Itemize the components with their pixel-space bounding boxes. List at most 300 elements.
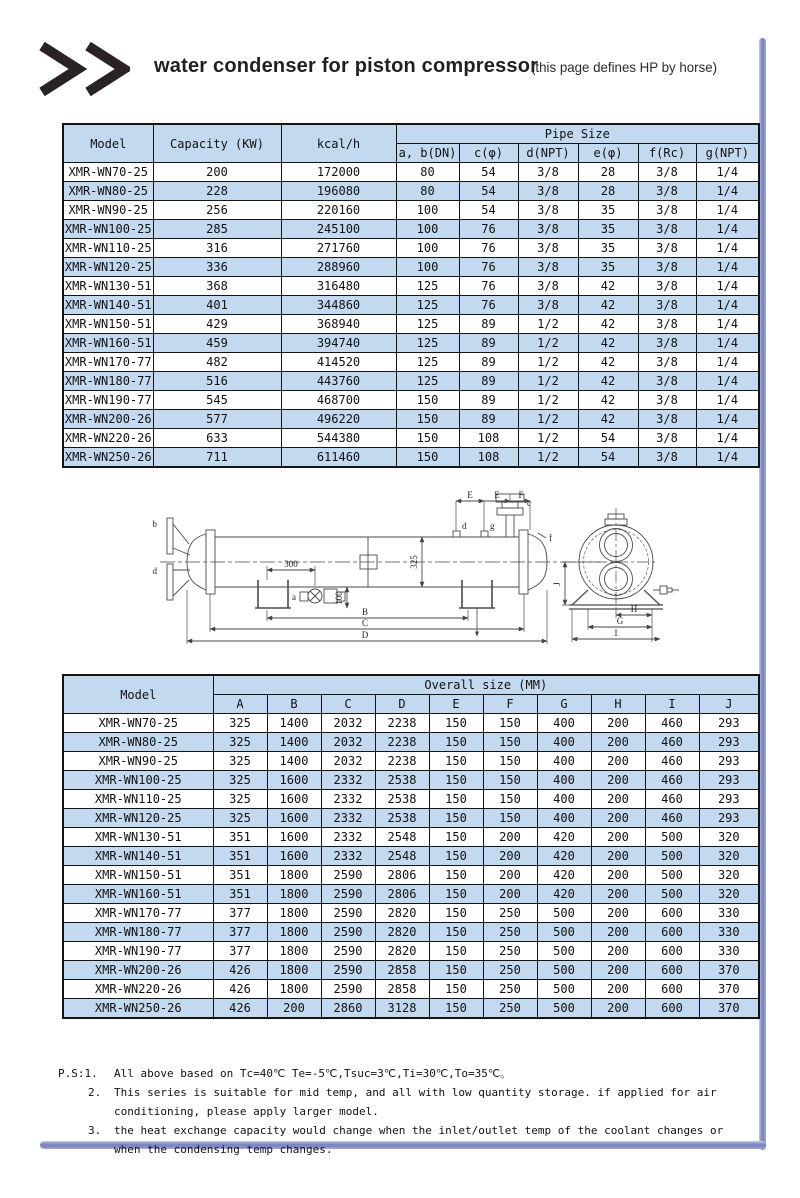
- value-cell: 1800: [267, 961, 321, 980]
- value-cell: 200: [591, 847, 645, 866]
- condenser-technical-drawing: [60, 478, 760, 670]
- value-cell: 2538: [375, 809, 429, 828]
- value-cell: 76: [459, 277, 518, 296]
- value-cell: 150: [429, 999, 483, 1019]
- value-cell: 1600: [267, 847, 321, 866]
- footnote-1-text: All above based on Tc=40℃ Te=-5℃,Tsuc=3℃,Ti=30℃,To=35℃。: [114, 1067, 512, 1080]
- value-cell: 2860: [321, 999, 375, 1019]
- label-d-top: d: [462, 521, 467, 531]
- value-cell: 2332: [321, 771, 375, 790]
- value-cell: 76: [459, 258, 518, 277]
- value-cell: 150: [429, 980, 483, 999]
- column-header: J: [699, 695, 759, 714]
- value-cell: 200: [591, 923, 645, 942]
- table-row: [63, 334, 759, 353]
- value-cell: 1600: [267, 828, 321, 847]
- size-table-body: [63, 714, 759, 1019]
- value-cell: 256: [153, 201, 281, 220]
- table-row: [63, 163, 759, 182]
- model-cell: XMR-WN140-51: [63, 847, 213, 866]
- value-cell: 3/8: [638, 334, 696, 353]
- value-cell: 293: [699, 714, 759, 733]
- value-cell: 250: [483, 923, 537, 942]
- value-cell: 2806: [375, 866, 429, 885]
- value-cell: 54: [578, 448, 638, 468]
- table-row: [63, 790, 759, 809]
- value-cell: 351: [213, 866, 267, 885]
- column-header: D: [375, 695, 429, 714]
- value-cell: 150: [429, 733, 483, 752]
- value-cell: 1/4: [696, 391, 759, 410]
- value-cell: 2820: [375, 904, 429, 923]
- table-row: [63, 942, 759, 961]
- value-cell: 125: [396, 277, 459, 296]
- value-cell: 3/8: [638, 315, 696, 334]
- value-cell: 1/2: [518, 429, 578, 448]
- value-cell: 1/4: [696, 220, 759, 239]
- value-cell: 330: [699, 942, 759, 961]
- model-cell: XMR-WN190-77: [63, 942, 213, 961]
- value-cell: 370: [699, 961, 759, 980]
- value-cell: 125: [396, 353, 459, 372]
- value-cell: 150: [429, 923, 483, 942]
- value-cell: 172000: [281, 163, 396, 182]
- value-cell: 150: [429, 809, 483, 828]
- value-cell: 1/4: [696, 296, 759, 315]
- value-cell: 325: [213, 752, 267, 771]
- value-cell: 368: [153, 277, 281, 296]
- model-cell: XMR-WN140-51: [63, 296, 153, 315]
- value-cell: 377: [213, 923, 267, 942]
- value-cell: 150: [483, 771, 537, 790]
- value-cell: 42: [578, 372, 638, 391]
- label-b: b: [152, 519, 157, 529]
- value-cell: 200: [591, 904, 645, 923]
- value-cell: 516: [153, 372, 281, 391]
- nozzle-b: [167, 518, 173, 554]
- table-row: [63, 220, 759, 239]
- column-header: E: [429, 695, 483, 714]
- value-cell: 500: [537, 999, 591, 1019]
- label-300: 300: [284, 559, 298, 569]
- value-cell: 1/4: [696, 410, 759, 429]
- value-cell: 125: [396, 315, 459, 334]
- value-cell: 3/8: [638, 372, 696, 391]
- value-cell: 325: [213, 809, 267, 828]
- value-cell: 250: [483, 980, 537, 999]
- model-cell: XMR-WN80-25: [63, 733, 213, 752]
- value-cell: 150: [429, 866, 483, 885]
- value-cell: 1800: [267, 923, 321, 942]
- value-cell: 2238: [375, 733, 429, 752]
- value-cell: 370: [699, 999, 759, 1019]
- value-cell: 200: [591, 771, 645, 790]
- value-cell: 600: [645, 904, 699, 923]
- value-cell: 54: [459, 182, 518, 201]
- value-cell: 2332: [321, 847, 375, 866]
- value-cell: 500: [537, 923, 591, 942]
- value-cell: 2590: [321, 980, 375, 999]
- value-cell: 377: [213, 942, 267, 961]
- table-row: [63, 828, 759, 847]
- value-cell: 1/4: [696, 163, 759, 182]
- value-cell: 394740: [281, 334, 396, 353]
- value-cell: 200: [483, 866, 537, 885]
- value-cell: 1/2: [518, 410, 578, 429]
- value-cell: 420: [537, 847, 591, 866]
- label-c: c: [527, 498, 531, 508]
- value-cell: 2590: [321, 904, 375, 923]
- value-cell: 460: [645, 771, 699, 790]
- value-cell: 2858: [375, 980, 429, 999]
- value-cell: 293: [699, 809, 759, 828]
- value-cell: 500: [645, 847, 699, 866]
- value-cell: 2806: [375, 885, 429, 904]
- value-cell: 482: [153, 353, 281, 372]
- value-cell: 420: [537, 828, 591, 847]
- model-cell: XMR-WN80-25: [63, 182, 153, 201]
- value-cell: 400: [537, 733, 591, 752]
- value-cell: 500: [645, 866, 699, 885]
- value-cell: 150: [483, 809, 537, 828]
- pipe-size-table: [62, 123, 760, 468]
- value-cell: 288960: [281, 258, 396, 277]
- model-cell: XMR-WN220-26: [63, 429, 153, 448]
- value-cell: 42: [578, 296, 638, 315]
- value-cell: 2858: [375, 961, 429, 980]
- value-cell: 460: [645, 752, 699, 771]
- value-cell: 250: [483, 904, 537, 923]
- table-row: [63, 182, 759, 201]
- nozzle-d: [167, 564, 173, 600]
- value-cell: 2332: [321, 790, 375, 809]
- value-cell: 196080: [281, 182, 396, 201]
- value-cell: 3/8: [638, 429, 696, 448]
- value-cell: 496220: [281, 410, 396, 429]
- value-cell: 3/8: [638, 277, 696, 296]
- value-cell: 3/8: [638, 353, 696, 372]
- value-cell: 2590: [321, 885, 375, 904]
- footnote-2-label: 2.: [88, 1086, 102, 1099]
- table-row: [63, 353, 759, 372]
- table-row: [63, 771, 759, 790]
- footnote-1-label: P.S:1.: [58, 1067, 98, 1080]
- value-cell: 150: [429, 752, 483, 771]
- value-cell: 108: [459, 448, 518, 468]
- value-cell: 200: [267, 999, 321, 1019]
- value-cell: 150: [429, 714, 483, 733]
- value-cell: 200: [483, 847, 537, 866]
- model-cell: XMR-WN150-51: [63, 315, 153, 334]
- value-cell: 2590: [321, 866, 375, 885]
- value-cell: 1600: [267, 809, 321, 828]
- value-cell: 1/4: [696, 239, 759, 258]
- model-cell: XMR-WN220-26: [63, 980, 213, 999]
- value-cell: 3/8: [518, 277, 578, 296]
- value-cell: 3/8: [518, 239, 578, 258]
- model-cell: XMR-WN110-25: [63, 239, 153, 258]
- model-cell: XMR-WN70-25: [63, 163, 153, 182]
- value-cell: 100: [396, 239, 459, 258]
- value-cell: 414520: [281, 353, 396, 372]
- value-cell: 42: [578, 334, 638, 353]
- table-row: [63, 961, 759, 980]
- value-cell: 150: [429, 847, 483, 866]
- label-f: f: [549, 533, 552, 543]
- table-row: [63, 239, 759, 258]
- value-cell: 325: [213, 771, 267, 790]
- value-cell: 1/4: [696, 315, 759, 334]
- value-cell: 245100: [281, 220, 396, 239]
- column-header: F: [483, 695, 537, 714]
- value-cell: 125: [396, 296, 459, 315]
- pipe-table-body: [63, 163, 759, 468]
- value-cell: 443760: [281, 372, 396, 391]
- safety-valve-c: [497, 508, 523, 515]
- value-cell: 325: [213, 714, 267, 733]
- value-cell: 545: [153, 391, 281, 410]
- value-cell: 2538: [375, 771, 429, 790]
- value-cell: 150: [429, 942, 483, 961]
- value-cell: 2032: [321, 714, 375, 733]
- value-cell: 150: [483, 733, 537, 752]
- value-cell: 76: [459, 239, 518, 258]
- value-cell: 2590: [321, 942, 375, 961]
- value-cell: 3/8: [638, 258, 696, 277]
- value-cell: 2238: [375, 714, 429, 733]
- value-cell: 420: [537, 866, 591, 885]
- value-cell: 1800: [267, 904, 321, 923]
- table-row: [63, 429, 759, 448]
- value-cell: 250: [483, 999, 537, 1019]
- value-cell: 2820: [375, 942, 429, 961]
- value-cell: 42: [578, 353, 638, 372]
- value-cell: 325: [213, 790, 267, 809]
- footnote-3-text: the heat exchange capacity would change when the inlet/outlet temp of the coolant changes or when the condensing temp changes.: [114, 1124, 724, 1156]
- value-cell: 89: [459, 315, 518, 334]
- value-cell: 200: [483, 828, 537, 847]
- value-cell: 1800: [267, 885, 321, 904]
- value-cell: 150: [429, 828, 483, 847]
- column-header: g(NPT): [696, 144, 759, 163]
- table-row: [63, 201, 759, 220]
- value-cell: 1/4: [696, 429, 759, 448]
- column-header: d(NPT): [518, 144, 578, 163]
- model-cell: XMR-WN130-51: [63, 277, 153, 296]
- value-cell: 1800: [267, 942, 321, 961]
- value-cell: 2332: [321, 809, 375, 828]
- value-cell: 293: [699, 790, 759, 809]
- value-cell: 3/8: [518, 220, 578, 239]
- model-cell: XMR-WN120-25: [63, 258, 153, 277]
- model-cell: XMR-WN70-25: [63, 714, 213, 733]
- value-cell: 1/4: [696, 277, 759, 296]
- value-cell: 200: [591, 828, 645, 847]
- value-cell: 35: [578, 201, 638, 220]
- footnotes: [58, 1064, 730, 1159]
- value-cell: 600: [645, 980, 699, 999]
- value-cell: 150: [396, 410, 459, 429]
- value-cell: 35: [578, 220, 638, 239]
- value-cell: 3128: [375, 999, 429, 1019]
- overall-size-table: [62, 674, 760, 1019]
- value-cell: 2332: [321, 828, 375, 847]
- value-cell: 1/4: [696, 182, 759, 201]
- value-cell: 200: [591, 885, 645, 904]
- value-cell: 633: [153, 429, 281, 448]
- value-cell: 500: [537, 980, 591, 999]
- col-header-capacity: Capacity (KW): [153, 124, 281, 163]
- value-cell: 2820: [375, 923, 429, 942]
- value-cell: 150: [429, 790, 483, 809]
- value-cell: 150: [396, 448, 459, 468]
- double-chevron-icon: [38, 42, 130, 96]
- value-cell: 316480: [281, 277, 396, 296]
- value-cell: 200: [483, 885, 537, 904]
- value-cell: 500: [645, 828, 699, 847]
- value-cell: 3/8: [518, 258, 578, 277]
- value-cell: 2548: [375, 847, 429, 866]
- value-cell: 344860: [281, 296, 396, 315]
- column-header: G: [537, 695, 591, 714]
- value-cell: 368940: [281, 315, 396, 334]
- label-I: I: [614, 628, 618, 638]
- value-cell: 200: [591, 961, 645, 980]
- footnote-2: [58, 1083, 730, 1121]
- value-cell: 2032: [321, 752, 375, 771]
- value-cell: 100: [396, 220, 459, 239]
- value-cell: 200: [591, 790, 645, 809]
- label-325: 325: [409, 555, 419, 569]
- value-cell: 1/4: [696, 448, 759, 468]
- value-cell: 3/8: [638, 448, 696, 468]
- value-cell: 351: [213, 885, 267, 904]
- table-row: [63, 866, 759, 885]
- value-cell: 80: [396, 163, 459, 182]
- value-cell: 200: [153, 163, 281, 182]
- value-cell: 293: [699, 733, 759, 752]
- value-cell: 3/8: [518, 296, 578, 315]
- table-row: [63, 809, 759, 828]
- value-cell: 200: [591, 752, 645, 771]
- value-cell: 42: [578, 315, 638, 334]
- value-cell: 330: [699, 923, 759, 942]
- value-cell: 2548: [375, 828, 429, 847]
- value-cell: 3/8: [638, 220, 696, 239]
- value-cell: 577: [153, 410, 281, 429]
- header-row: [63, 124, 759, 144]
- value-cell: 150: [429, 961, 483, 980]
- value-cell: 1/4: [696, 258, 759, 277]
- value-cell: 426: [213, 999, 267, 1019]
- value-cell: 459: [153, 334, 281, 353]
- table-row: [63, 296, 759, 315]
- value-cell: 200: [591, 714, 645, 733]
- value-cell: 320: [699, 885, 759, 904]
- value-cell: 28: [578, 182, 638, 201]
- value-cell: 320: [699, 866, 759, 885]
- column-header: B: [267, 695, 321, 714]
- value-cell: 2238: [375, 752, 429, 771]
- value-cell: 271760: [281, 239, 396, 258]
- value-cell: 711: [153, 448, 281, 468]
- col-header-pipe-size-group: Pipe Size: [396, 124, 759, 144]
- value-cell: 35: [578, 258, 638, 277]
- value-cell: 400: [537, 752, 591, 771]
- label-H: H: [630, 604, 638, 614]
- value-cell: 3/8: [638, 182, 696, 201]
- col-header-model: Model: [63, 675, 213, 714]
- model-cell: XMR-WN120-25: [63, 809, 213, 828]
- model-cell: XMR-WN160-51: [63, 334, 153, 353]
- table-row: [63, 885, 759, 904]
- footnote-1: [58, 1064, 730, 1083]
- value-cell: 426: [213, 961, 267, 980]
- value-cell: 150: [483, 752, 537, 771]
- table-row: [63, 714, 759, 733]
- value-cell: 28: [578, 163, 638, 182]
- value-cell: 351: [213, 847, 267, 866]
- value-cell: 200: [591, 942, 645, 961]
- value-cell: 3/8: [638, 391, 696, 410]
- value-cell: 200: [591, 733, 645, 752]
- label-F: F: [518, 490, 524, 500]
- value-cell: 316: [153, 239, 281, 258]
- value-cell: 89: [459, 410, 518, 429]
- column-header: a, b(DN): [396, 144, 459, 163]
- value-cell: 1400: [267, 752, 321, 771]
- value-cell: 3/8: [638, 163, 696, 182]
- value-cell: 460: [645, 714, 699, 733]
- value-cell: 3/8: [638, 201, 696, 220]
- value-cell: 330: [699, 904, 759, 923]
- col-header-overall-size-group: Overall size (MM): [213, 675, 759, 695]
- model-cell: XMR-WN190-77: [63, 391, 153, 410]
- value-cell: 400: [537, 790, 591, 809]
- value-cell: 320: [699, 847, 759, 866]
- value-cell: 250: [483, 961, 537, 980]
- value-cell: 600: [645, 961, 699, 980]
- label-g-top: g: [490, 521, 495, 531]
- value-cell: 76: [459, 296, 518, 315]
- value-cell: 426: [213, 980, 267, 999]
- value-cell: 35: [578, 239, 638, 258]
- value-cell: 1/2: [518, 448, 578, 468]
- value-cell: 54: [459, 201, 518, 220]
- page-subtitle-note: (this page defines HP by horse): [531, 59, 718, 75]
- value-cell: 200: [591, 999, 645, 1019]
- value-cell: 220160: [281, 201, 396, 220]
- column-header: f(Rc): [638, 144, 696, 163]
- value-cell: 1/2: [518, 391, 578, 410]
- footnote-2-text: This series is suitable for mid temp, and all with low quantity storage. if applied for air conditioning, please apply larger model.: [114, 1086, 717, 1118]
- value-cell: 460: [645, 790, 699, 809]
- label-D: D: [361, 630, 369, 640]
- value-cell: 600: [645, 999, 699, 1019]
- value-cell: 2590: [321, 923, 375, 942]
- col-header-model: Model: [63, 124, 153, 163]
- value-cell: 293: [699, 752, 759, 771]
- value-cell: 1800: [267, 866, 321, 885]
- value-cell: 150: [429, 904, 483, 923]
- page-title: water condenser for piston compressor: [154, 55, 539, 77]
- value-cell: 1/4: [696, 372, 759, 391]
- value-cell: 320: [699, 828, 759, 847]
- model-cell: XMR-WN170-77: [63, 353, 153, 372]
- model-cell: XMR-WN250-26: [63, 448, 153, 468]
- value-cell: 544380: [281, 429, 396, 448]
- value-cell: 250: [483, 942, 537, 961]
